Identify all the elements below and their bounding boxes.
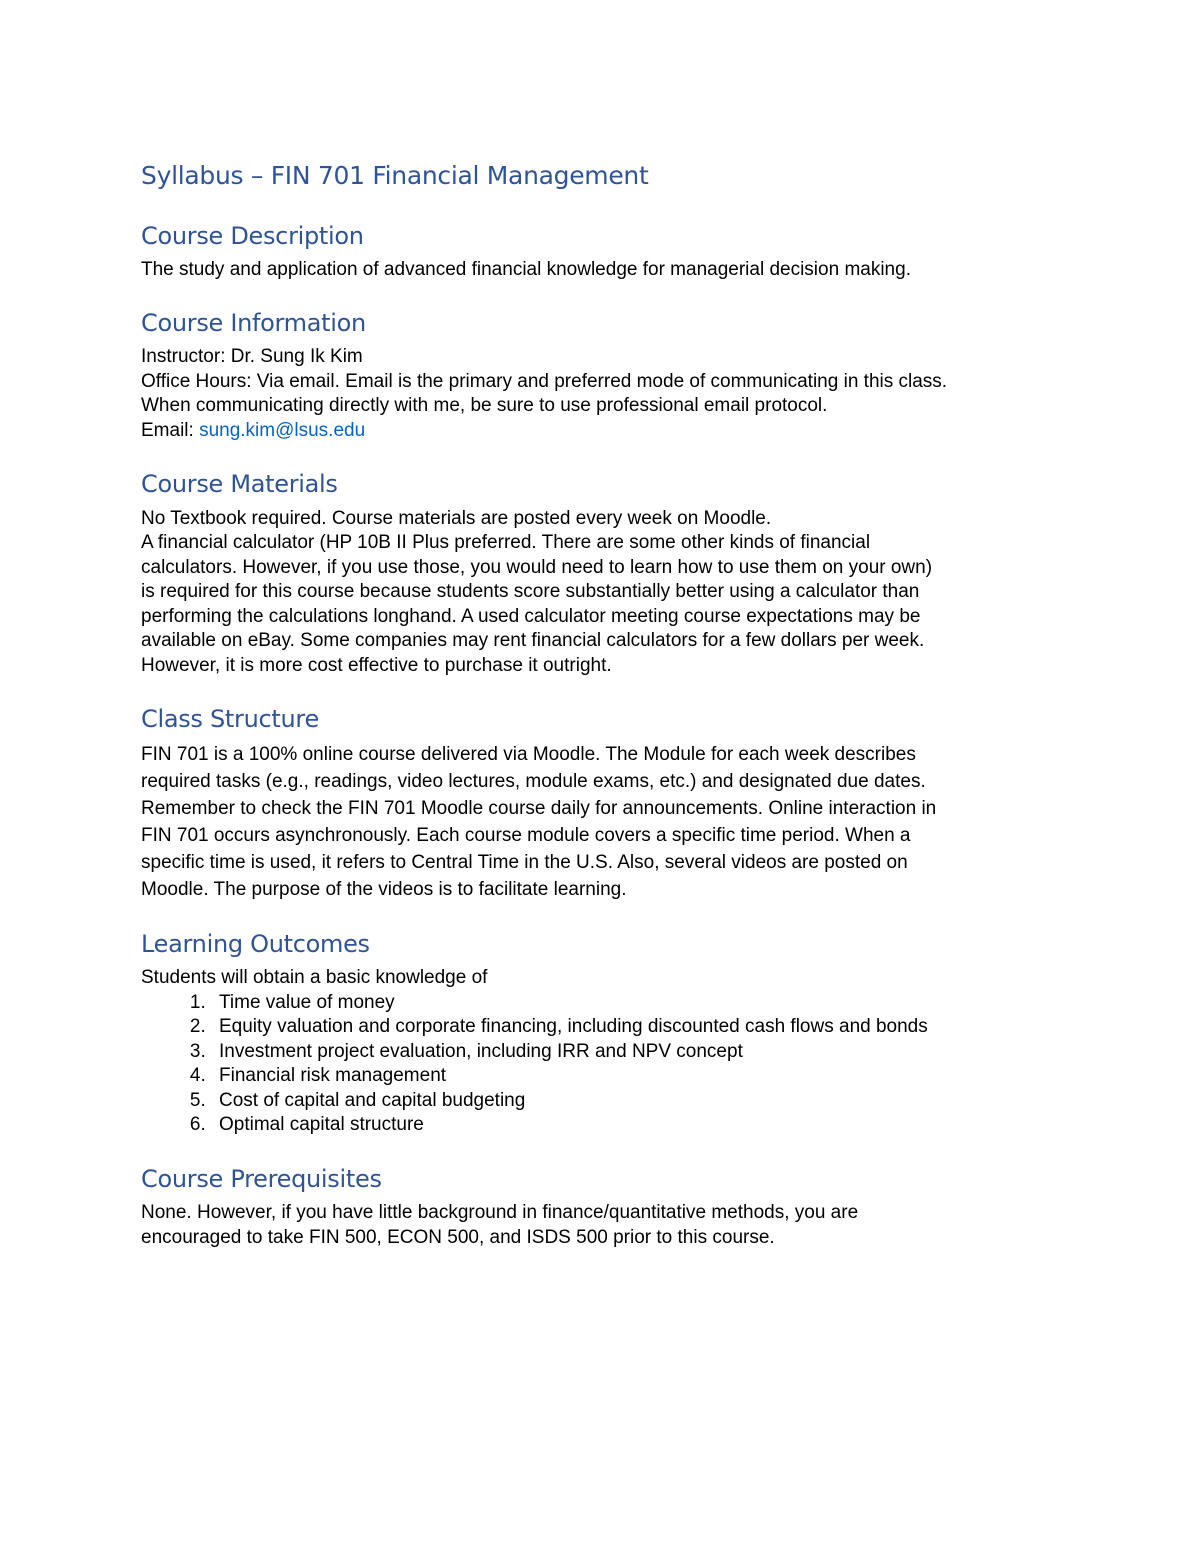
course-information-heading: Course Information (141, 309, 366, 338)
learning-outcomes-section (141, 929, 1071, 1138)
list-item: 6. Optimal capital structure (211, 1113, 1071, 1138)
materials-line: available on eBay. Some companies may rent financial calculators for a few dollars per week. (141, 630, 925, 652)
course-information-section (141, 308, 1071, 443)
materials-line: is required for this course because students score substantially better using a calculator than (141, 581, 920, 603)
office-hours-line: Office Hours: Via email. Email is the primary and preferred mode of communicating in this class. (141, 370, 948, 392)
structure-line: specific time is used, it refers to Central Time in the U.S. Also, several videos are posted on (141, 852, 908, 874)
email-line (141, 419, 1071, 444)
list-item: 4. Financial risk management (211, 1064, 1071, 1089)
course-description-text: The study and application of advanced financial knowledge for managerial decision making. (141, 258, 911, 280)
list-item: 5. Cost of capital and capital budgeting (211, 1089, 1071, 1114)
class-structure-heading: Class Structure (141, 705, 319, 734)
list-item: 3. Investment project evaluation, including IRR and NPV concept (211, 1040, 1071, 1065)
email-label: Email: (141, 419, 200, 441)
list-item: 1. Time value of money (211, 991, 1071, 1016)
course-prerequisites-section (141, 1164, 1071, 1250)
prerequisites-line: None. However, if you have little background in finance/quantitative methods, you are (141, 1202, 859, 1224)
materials-line: calculators. However, if you use those, you would need to learn how to use them on your own) (141, 556, 933, 578)
learning-outcomes-heading: Learning Outcomes (141, 930, 370, 959)
materials-line: No Textbook required. Course materials are posted every week on Moodle. (141, 507, 772, 529)
structure-line: required tasks (e.g., readings, video lectures, module exams, etc.) and designated due dates. (141, 771, 926, 793)
structure-line: FIN 701 is a 100% online course delivered via Moodle. The Module for each week describes (141, 744, 916, 766)
structure-line: Remember to check the FIN 701 Moodle course daily for announcements. Online interaction in (141, 798, 937, 820)
materials-line: However, it is more cost effective to purchase it outright. (141, 654, 612, 676)
email-link[interactable]: sung.kim@lsus.edu (199, 419, 366, 441)
course-prerequisites-heading: Course Prerequisites (141, 1164, 382, 1193)
materials-line: performing the calculations longhand. A used calculator meeting course expectations may be (141, 605, 921, 627)
prerequisites-line: encouraged to take FIN 500, ECON 500, and ISDS 500 prior to this course. (141, 1226, 775, 1248)
materials-line: A financial calculator (HP 10B II Plus preferred. There are some other kinds of financial (141, 532, 871, 554)
list-item: 2. Equity valuation and corporate financing, including discounted cash flows and bonds (211, 1015, 1071, 1040)
structure-line: FIN 701 occurs asynchronously. Each course module covers a specific time period. When a (141, 825, 911, 847)
learning-outcomes-intro: Students will obtain a basic knowledge of (141, 967, 488, 989)
instructor-line: Instructor: Dr. Sung Ik Kim (141, 346, 363, 368)
learning-outcomes-list (141, 991, 1071, 1138)
document-title: Syllabus – FIN 701 Financial Management (141, 161, 649, 190)
structure-line: Moodle. The purpose of the videos is to facilitate learning. (141, 879, 627, 901)
class-structure-section (141, 704, 1071, 903)
course-description-section (141, 221, 1071, 283)
course-materials-section (141, 469, 1071, 678)
course-description-heading: Course Description (141, 221, 364, 250)
office-hours-protocol-line: When communicating directly with me, be sure to use professional email protocol. (141, 395, 828, 417)
syllabus-page (141, 160, 1071, 1276)
course-materials-heading: Course Materials (141, 470, 338, 499)
